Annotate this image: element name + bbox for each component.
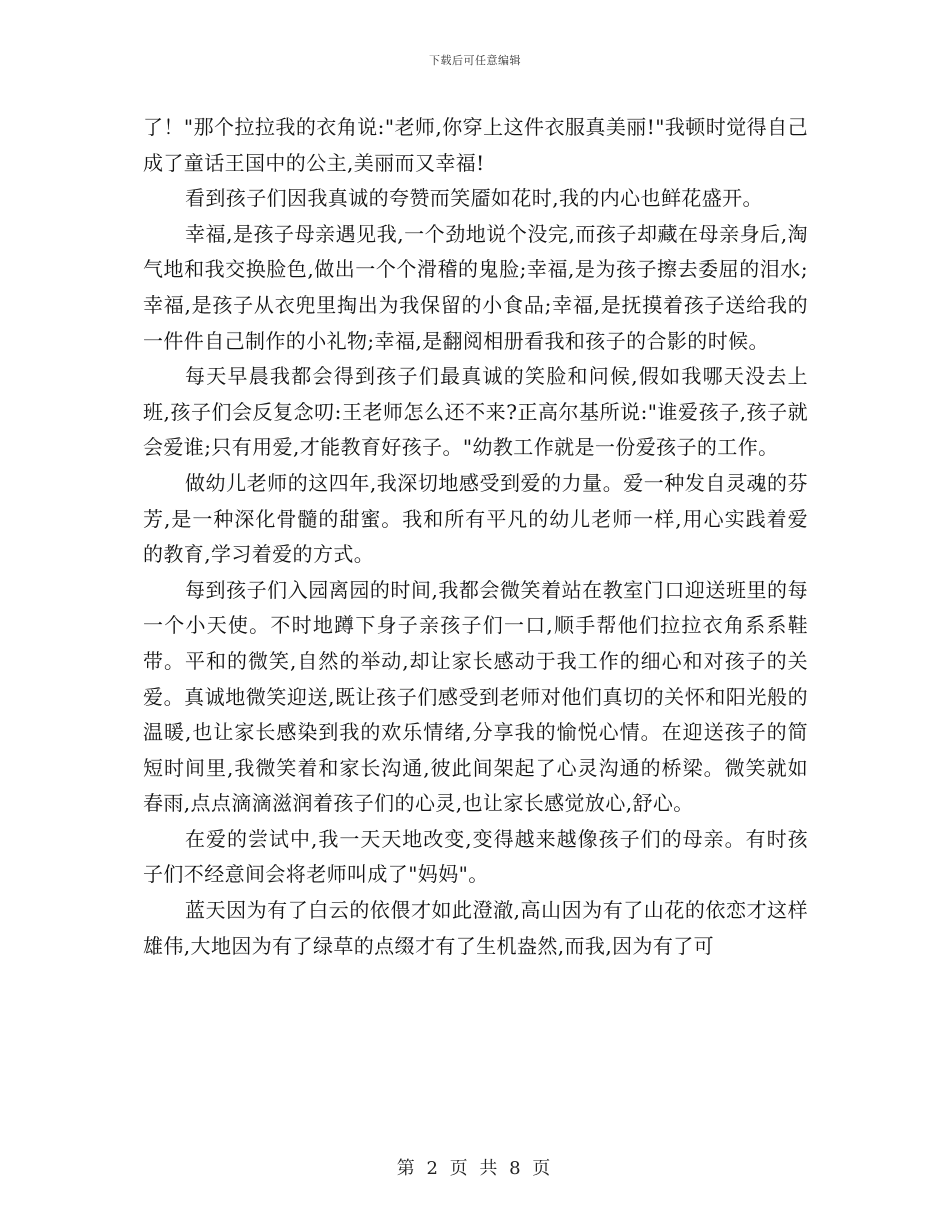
- paragraph: 每到孩子们入园离园的时间,我都会微笑着站在教室门口迎送班里的每一个小天使。不时地蹲下身子亲孩子们一口,顺手帮他们拉拉衣角系系鞋带。平和的微笑,自然的举动,却让家长感动于我工作的细心和对孩子的关爱。真诚地微笑迎送,既让孩子们感受到老师对他们真切的关怀和阳光般的温暖,也让家长感染到我的欢乐情绪,分享我的愉悦心情。在迎送孩子的简短时间里,我微笑着和家长沟通,彼此间架起了心灵沟通的桥梁。微笑就如春雨,点点滴滴滋润着孩子们的心灵,也让家长感觉放心,舒心。: [143, 577, 808, 816]
- page-header: 下载后可任意编辑: [429, 54, 521, 67]
- paragraph: 每天早晨我都会得到孩子们最真诚的笑脸和问候,假如我哪天没去上班,孩子们会反复念叨:王老师怎么还不来?正高尔基所说:"谁爱孩子,孩子就会爱谁;只有用爱,才能教育好孩子。"幼教工作就是一份爱孩子的工作。: [143, 364, 808, 460]
- paragraph: 在爱的尝试中,我一天天地改变,变得越来越像孩子们的母亲。有时孩子们不经意间会将老师叫成了"妈妈"。: [143, 826, 808, 887]
- paragraph: 做幼儿老师的这四年,我深切地感受到爱的力量。爱一种发自灵魂的芬芳,是一种深化骨髓的甜蜜。我和所有平凡的幼儿老师一样,用心实践着爱的教育,学习着爱的方式。: [143, 470, 808, 567]
- paragraph: 蓝天因为有了白云的依偎才如此澄澈,高山因为有了山花的依恋才这样雄伟,大地因为有了绿草的点缀才有了生机盎然,而我,因为有了可: [143, 898, 808, 958]
- page-number: 第 2 页 共 8 页: [396, 1158, 554, 1179]
- paragraph: 幸福,是孩子母亲遇见我,一个劲地说个没完,而孩子却藏在母亲身后,淘气地和我交换脸色,做出一个个滑稽的鬼脸;幸福,是为孩子擦去委屈的泪水;幸福,是孩子从衣兜里掏出为我保留的小食品;幸福,是抚摸着孩子送给我的一件件自己制作的小礼物;幸福,是翻阅相册看我和孩子的合影的时候。: [143, 221, 808, 353]
- paragraph: 了！"那个拉拉我的衣角说:"老师,你穿上这件衣服真美丽!"我顿时觉得自己成了童话王国中的公主,美丽而又幸福!: [143, 115, 808, 175]
- paragraph: 看到孩子们因我真诚的夸赞而笑靥如花时,我的内心也鲜花盛开。: [185, 186, 763, 211]
- document-body: [143, 110, 808, 964]
